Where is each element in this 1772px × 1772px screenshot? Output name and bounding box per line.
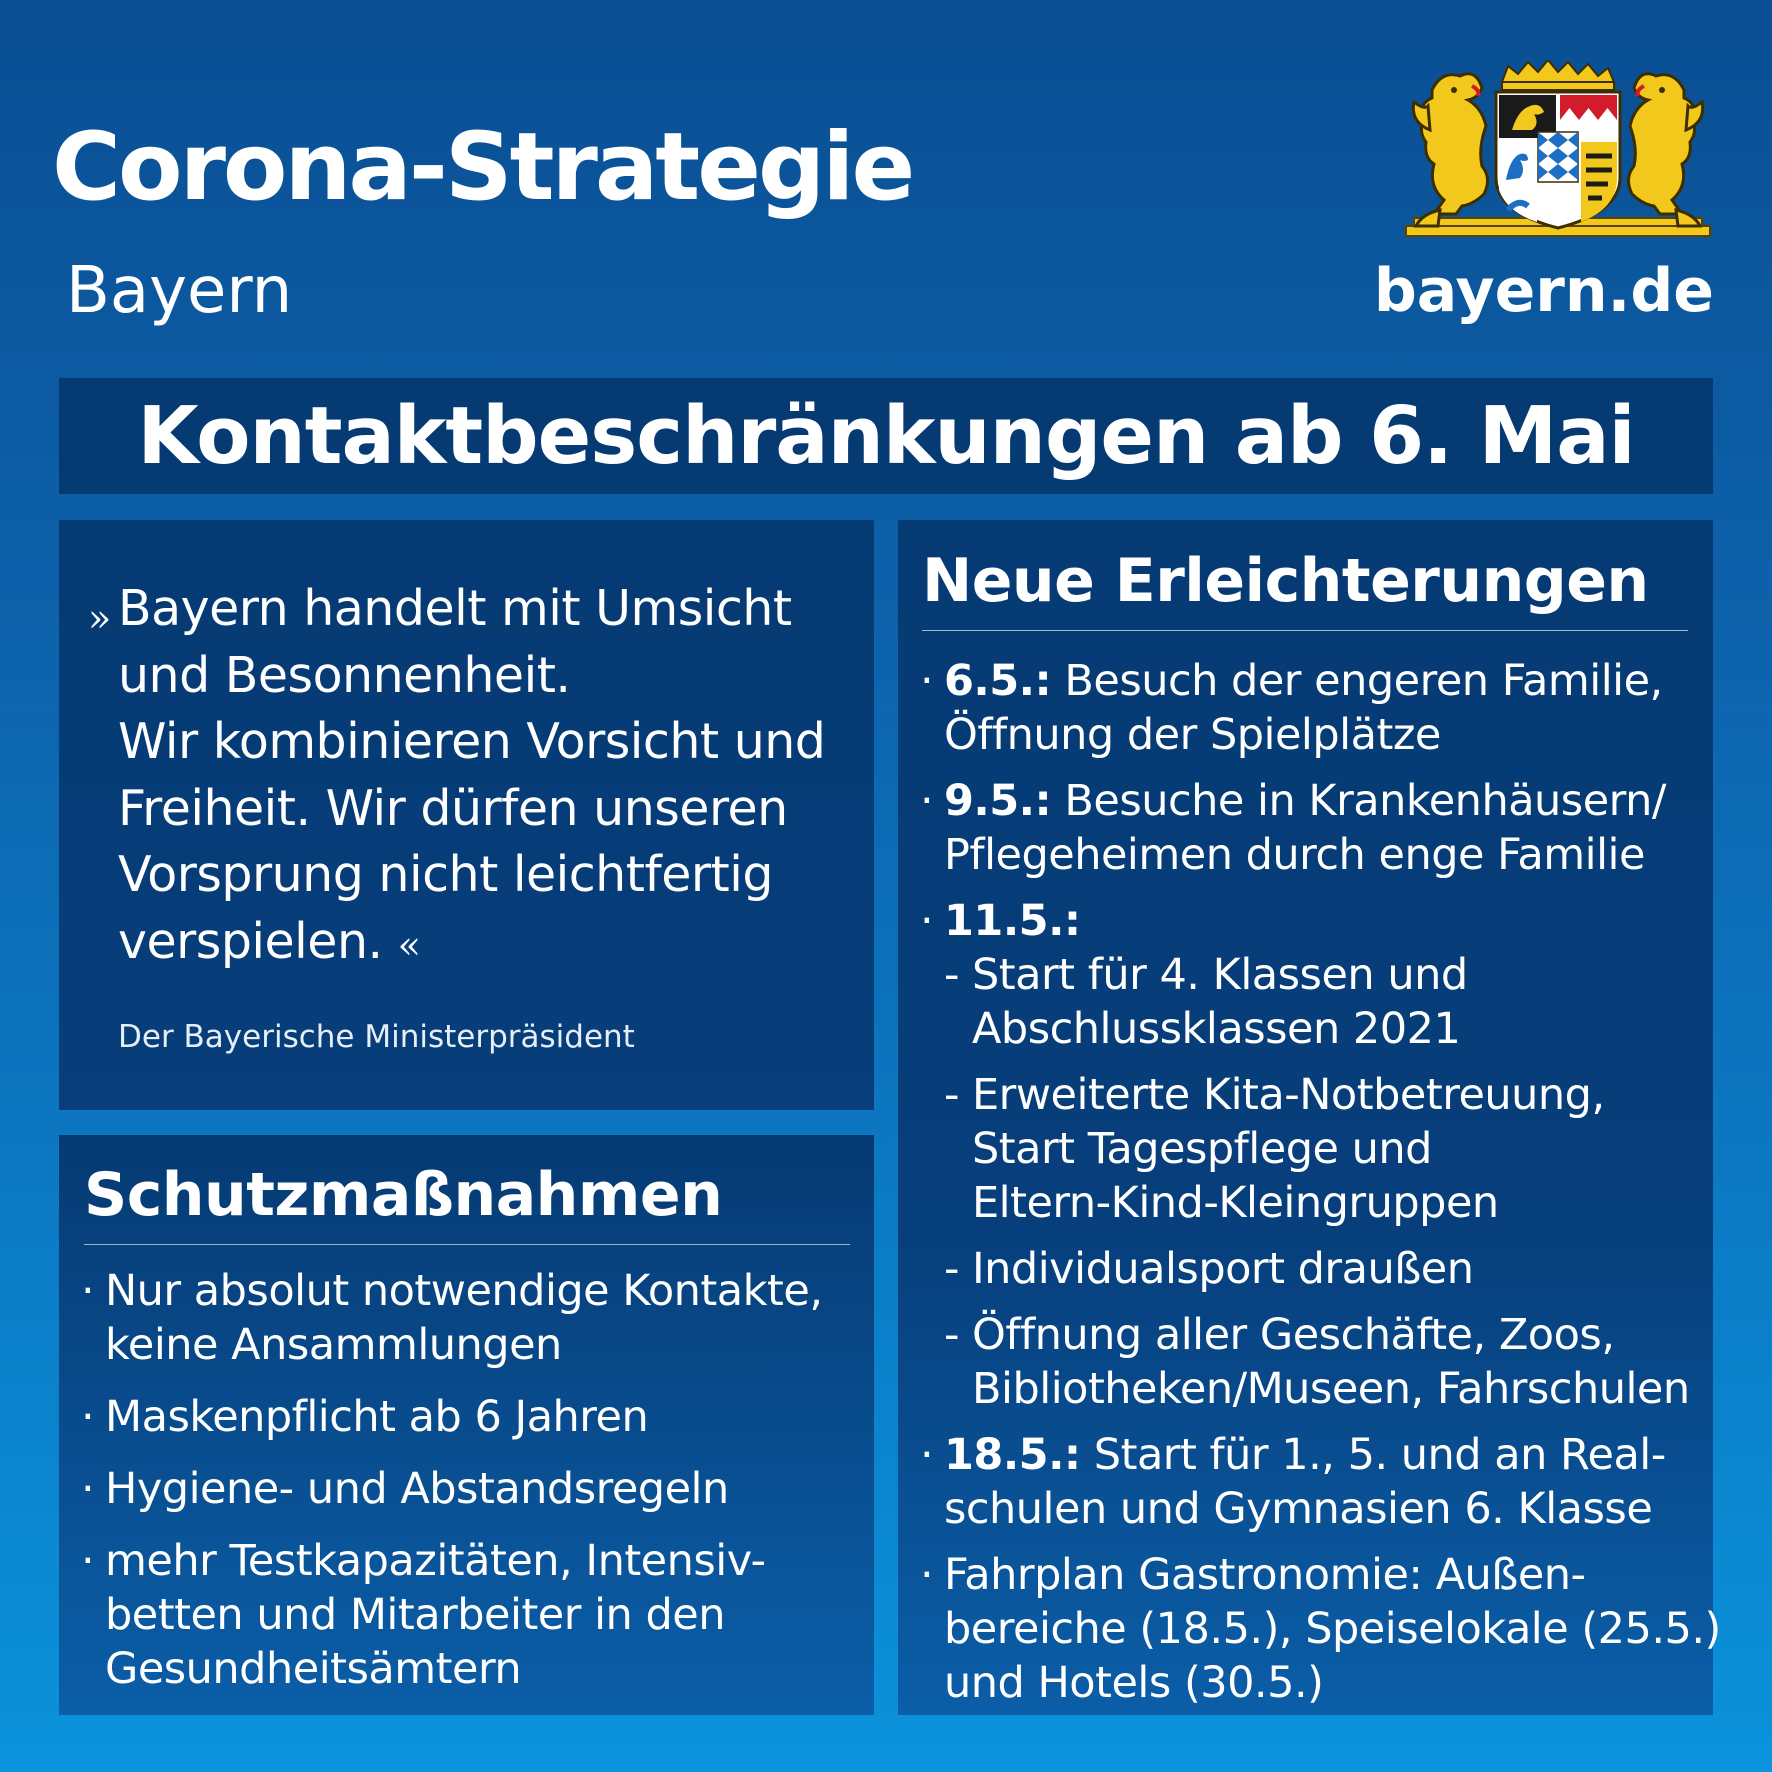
quote-text [118,576,878,978]
page-subtitle: Bayern [66,254,293,328]
dash-icon: - [944,1244,960,1294]
sub-list-item: - Öffnung aller Geschäfte, Zoos, Bibliotheken/Museen, Fahrschulen [944,1310,1690,1414]
dash-icon: - [944,1310,960,1360]
bullet-icon: · [81,1266,95,1316]
list-item: · mehr Testkapazitäten, Intensiv- betten und Mitarbeiter in den Gesundheitsämtern [81,1536,766,1694]
quote-open-mark: » [88,596,112,640]
website-link[interactable]: bayern.de [1373,256,1714,326]
bullet-icon: · [81,1536,95,1586]
bavarian-coat-of-arms-icon [1402,60,1714,245]
bullet-icon: · [920,1550,934,1600]
quote-line: Freiheit. Wir dürfen unseren [118,779,788,837]
neue-divider [922,630,1688,631]
neue-list [920,654,1721,1722]
schutz-divider [84,1244,850,1245]
list-item [920,894,1721,1416]
list-item: · Hygiene- und Abstandsregeln [81,1464,729,1514]
list-item: · Nur absolut notwendige Kontakte, keine Ansammlungen [81,1266,823,1370]
headline-banner [59,378,1713,494]
bullet-icon: · [920,896,934,946]
schutz-list [81,1264,823,1714]
list-item: · 18.5.: Start für 1., 5. und an Real- schulen und Gymnasien 6. Klasse [920,1430,1666,1534]
date-label: 9.5.: [944,776,1052,826]
date-label: 6.5.: [944,656,1052,706]
neue-heading: Neue Erleichterungen [922,546,1649,616]
bullet-icon: · [81,1464,95,1514]
quote-line: Bayern handelt mit Umsicht [118,580,792,637]
bullet-icon: · [920,776,934,826]
bullet-icon: · [81,1392,95,1442]
sub-list-item: - Start für 4. Klassen und Abschlussklassen 2021 [944,950,1468,1054]
sub-list [944,948,1721,1416]
list-item: · 9.5.: Besuche in Krankenhäusern/ Pflegeheimen durch enge Familie [920,776,1666,880]
sub-list-item: - Erweiterte Kita-Notbetreuung, Start Tagespflege und Eltern-Kind-Kleingruppen [944,1070,1605,1228]
list-item: · 6.5.: Besuch der engeren Familie, Öffnung der Spielplätze [920,656,1663,760]
date-label: 11.5.: [944,896,1081,946]
bullet-icon: · [920,1430,934,1480]
dash-icon: - [944,1070,960,1120]
date-label: 18.5.: [944,1430,1081,1480]
bullet-icon: · [920,656,934,706]
quote-last-line [118,909,878,979]
banner-heading: Kontaktbeschränkungen ab 6. Mai [137,390,1635,482]
quote-author: Der Bayerische Ministerpräsident [118,1019,635,1055]
list-item: · Fahrplan Gastronomie: Außen- bereiche (18.5.), Speiselokale (25.5.) und Hotels (30.5.) [920,1550,1721,1708]
quote-line: Vorsprung nicht leichtfertig [118,846,773,903]
quote-line: und Besonnenheit. [118,646,571,704]
schutz-heading: Schutzmaßnahmen [84,1160,723,1230]
quote-close-mark: « [397,922,421,967]
quote-line: Wir kombinieren Vorsicht und [118,713,826,770]
dash-icon: - [944,950,960,1000]
list-item: · Maskenpflicht ab 6 Jahren [81,1392,649,1442]
page-title: Corona-Strategie [52,113,913,222]
quote-line: verspielen. [118,912,383,970]
sub-list-item: - Individualsport draußen [944,1244,1474,1294]
